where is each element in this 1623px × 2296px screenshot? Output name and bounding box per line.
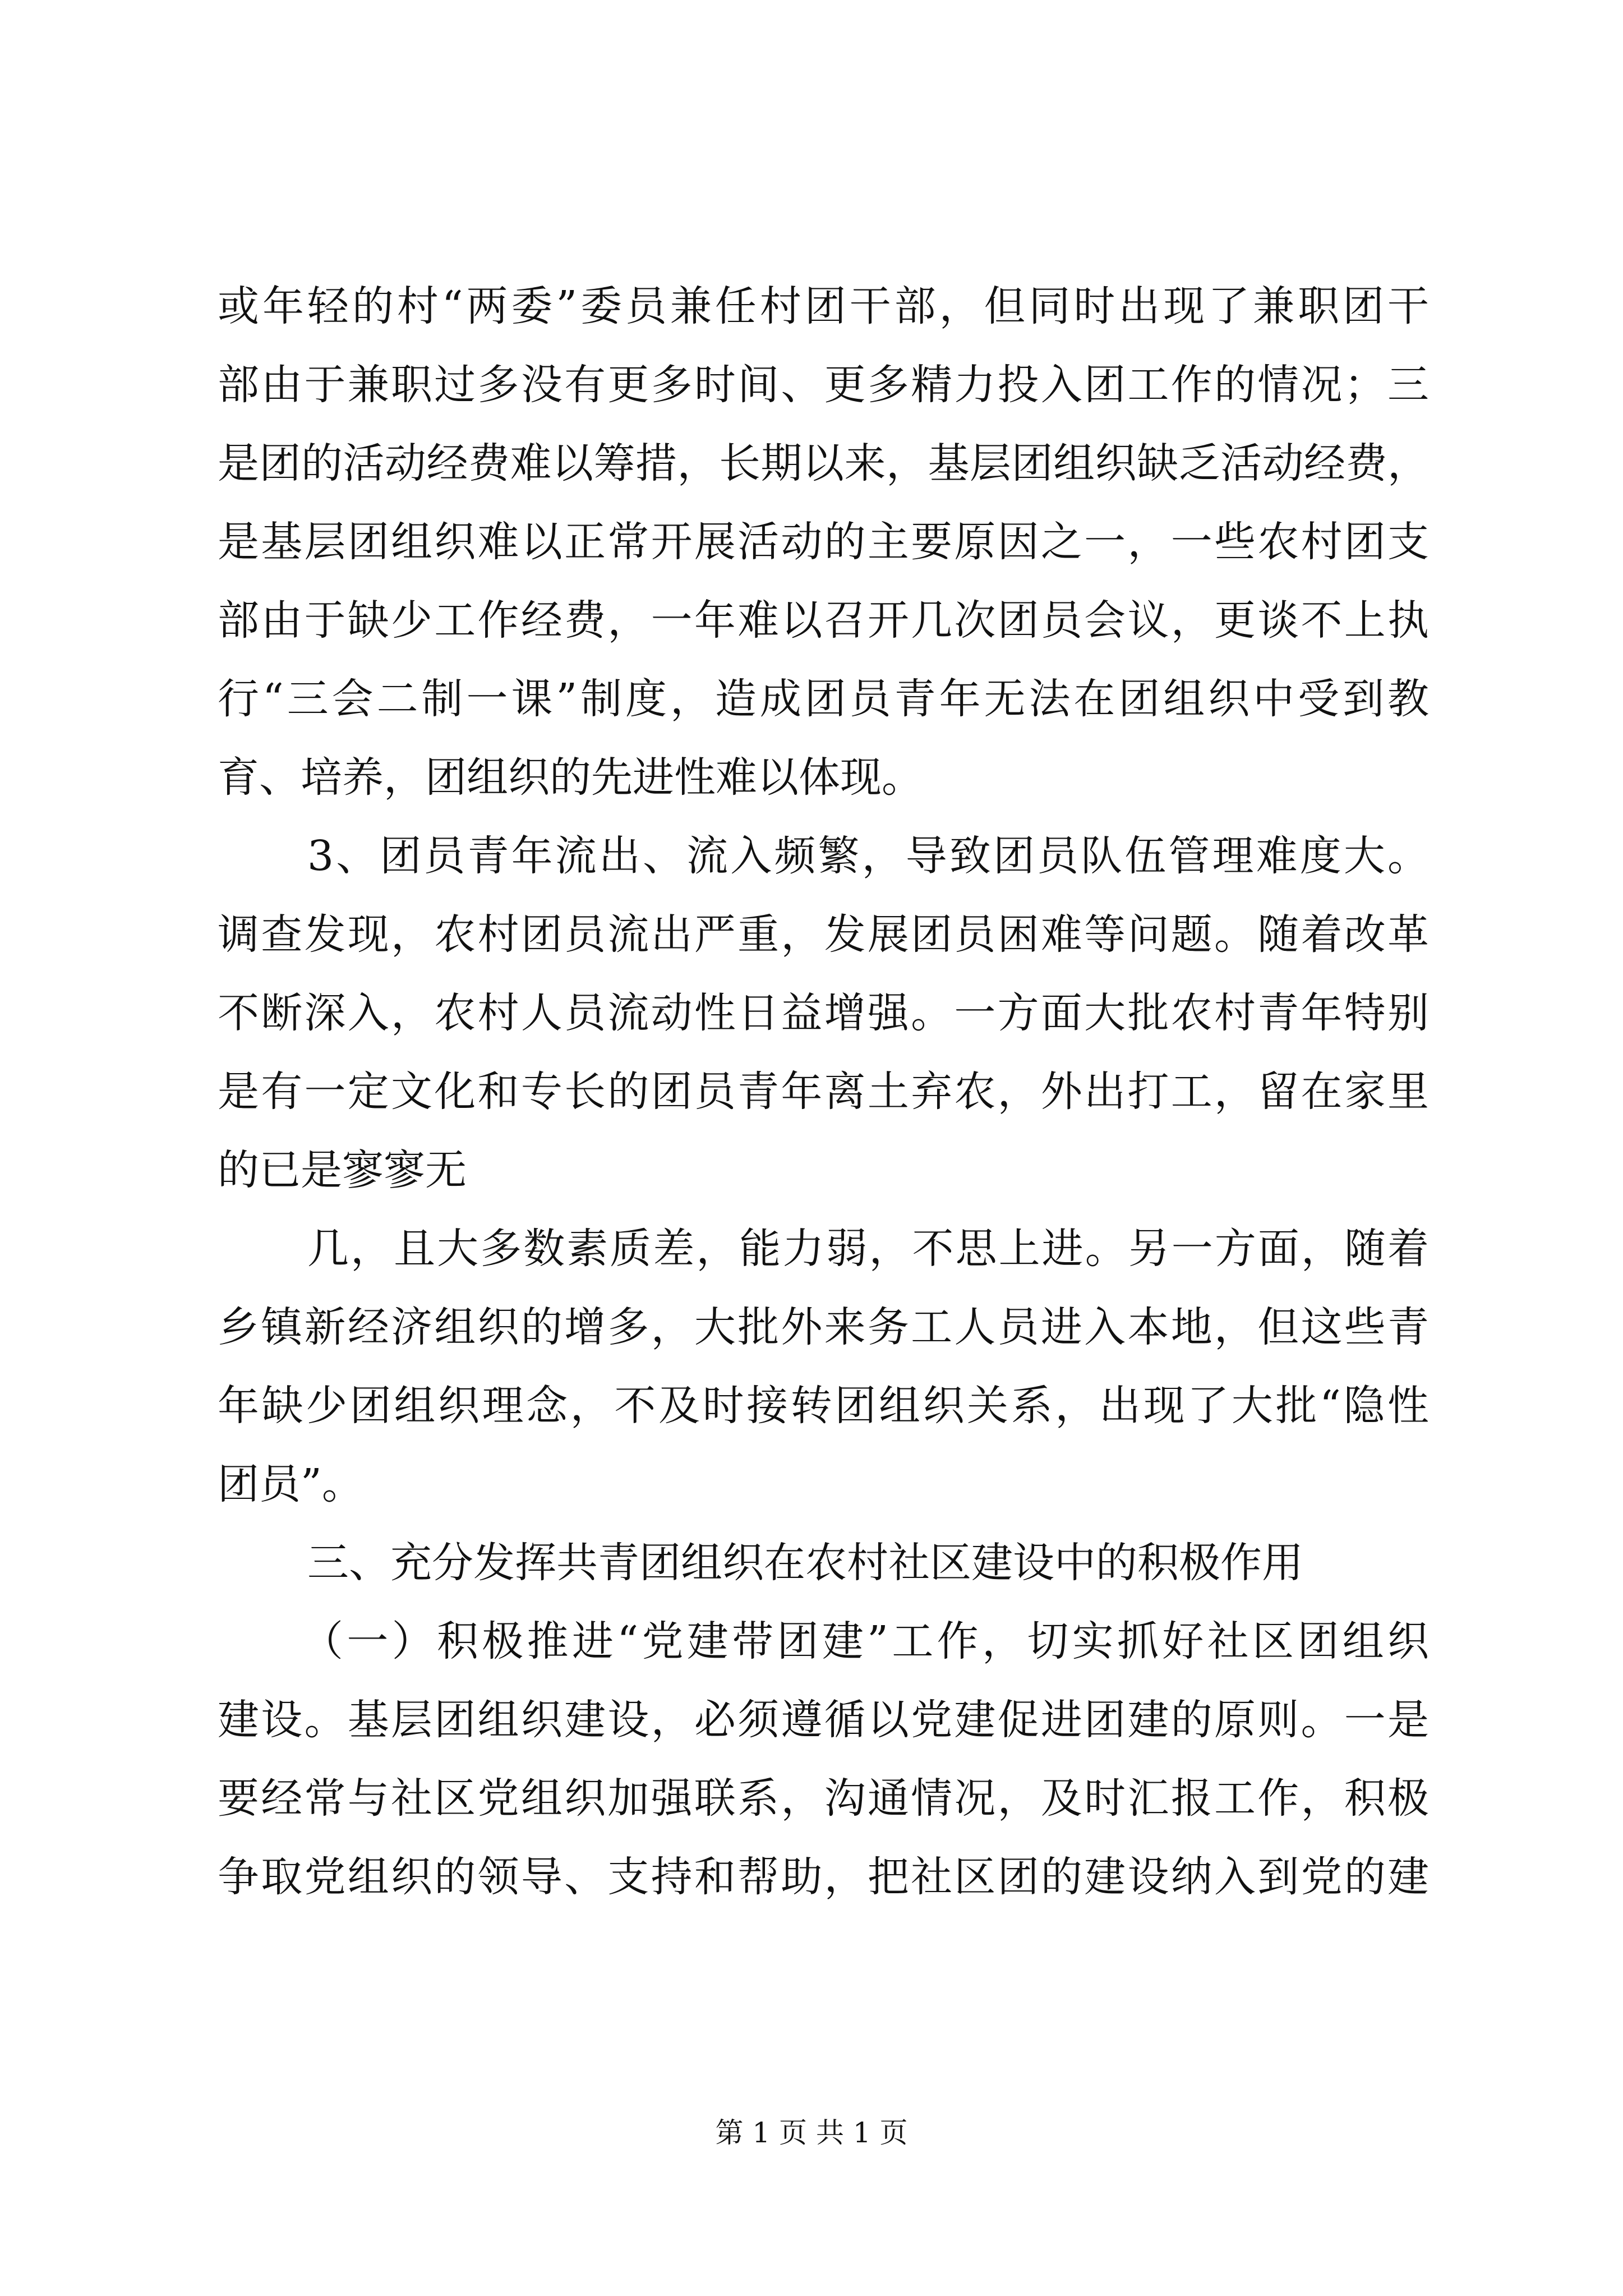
text-line: 育、培养，团组织的先进性难以体现。 xyxy=(218,753,923,802)
text-line: 的已是寥寥无 xyxy=(218,1146,467,1194)
text-line: 部由于兼职过多没有更多时间、更多精力投入团工作的情况；三 xyxy=(218,361,1429,409)
section-heading: 三、充分发挥共青团组织在农村社区建设中的积极作用 xyxy=(307,1539,1303,1587)
text-line: 或年轻的村“两委”委员兼任村团干部，但同时出现了兼职团干 xyxy=(218,282,1429,330)
subsection-first-line: （一）积极推进“党建带团建”工作，切实抓好社区团组织 xyxy=(302,1617,1429,1665)
text-line: 争取党组织的领导、支持和帮助，把社区团的建设纳入到党的建 xyxy=(218,1853,1429,1901)
text-line: 建设。基层团组织建设，必须遵循以党建促进团建的原则。一是 xyxy=(218,1696,1429,1744)
paragraph-first-line: 3、团员青年流出、流入频繁，导致团员队伍管理难度大。 xyxy=(307,832,1429,880)
document-body xyxy=(218,267,1429,1916)
text-line: 调查发现，农村团员流出严重，发展团员困难等问题。随着改革 xyxy=(218,910,1429,959)
text-line: 行“三会二制一课”制度，造成团员青年无法在团组织中受到教 xyxy=(218,675,1429,723)
text-line: 部由于缺少工作经费，一年难以召开几次团员会议，更谈不上执 xyxy=(218,596,1429,645)
text-line: 团员”。 xyxy=(218,1460,363,1508)
text-line: 年缺少团组织理念，不及时接转团组织关系，出现了大批“隐性 xyxy=(218,1382,1429,1430)
paragraph-first-line: 几，且大多数素质差，能力弱，不思上进。另一方面，随着 xyxy=(307,1225,1429,1273)
text-line: 是有一定文化和专长的团员青年离土弃农，外出打工，留在家里 xyxy=(218,1068,1429,1116)
text-line: 要经常与社区党组织加强联系，沟通情况，及时汇报工作，积极 xyxy=(218,1774,1429,1823)
text-line: 是团的活动经费难以筹措，长期以来，基层团组织缺乏活动经费， xyxy=(218,439,1429,487)
text-line: 是基层团组织难以正常开展活动的主要原因之一，一些农村团支 xyxy=(218,518,1429,566)
page-footer: 第 1 页 共 1 页 xyxy=(715,2116,908,2149)
text-line: 乡镇新经济组织的增多，大批外来务工人员进入本地，但这些青 xyxy=(218,1303,1429,1351)
text-line: 不断深入，农村人员流动性日益增强。一方面大批农村青年特别 xyxy=(218,989,1429,1037)
